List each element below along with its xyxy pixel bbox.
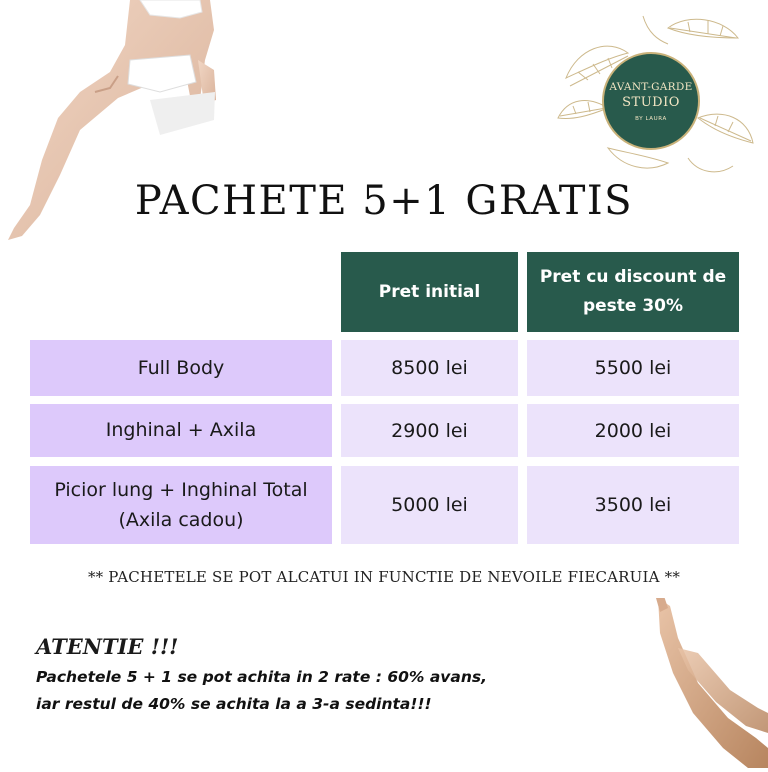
- logo-text-line2: STUDIO: [622, 94, 680, 110]
- page-title: PACHETE 5+1 GRATIS: [134, 178, 634, 224]
- packages-note: ** PACHETELE SE POT ALCATUI IN FUNCTIE DE NEVOILE FIECARUIA **: [87, 568, 681, 586]
- attention-text: [36, 664, 596, 718]
- row-name-picior-lung: Picior lung + Inghinal Total (Axila cadou): [30, 466, 332, 544]
- row-name-inghinal-axila: Inghinal + Axila: [30, 404, 332, 457]
- attention-line-1: Pachetele 5 + 1 se pot achita in 2 rate : 60% avans,: [36, 668, 488, 686]
- row-discount-full-body: 5500 lei: [527, 340, 739, 396]
- header-pret-initial: Pret initial: [341, 252, 518, 332]
- row-discount-picior-lung: 3500 lei: [527, 466, 739, 544]
- row-discount-inghinal-axila: 2000 lei: [527, 404, 739, 457]
- row-name-full-body: Full Body: [30, 340, 332, 396]
- row-initial-full-body: 8500 lei: [341, 340, 518, 396]
- attention-line-2: iar restul de 40% se achita la a 3-a sedinta!!!: [36, 695, 432, 713]
- model-photo-bottom: [638, 598, 768, 768]
- logo-text-line3: BY LAURA: [635, 115, 667, 122]
- logo-text-line1: AVANT-GARDE: [609, 80, 693, 93]
- header-pret-discount: Pret cu discount de peste 30%: [527, 252, 739, 332]
- logo-badge: [602, 52, 700, 150]
- row-initial-inghinal-axila: 2900 lei: [341, 404, 518, 457]
- row-initial-picior-lung: 5000 lei: [341, 466, 518, 544]
- studio-logo: [548, 8, 758, 178]
- attention-title: ATENTIE !!!: [36, 634, 179, 659]
